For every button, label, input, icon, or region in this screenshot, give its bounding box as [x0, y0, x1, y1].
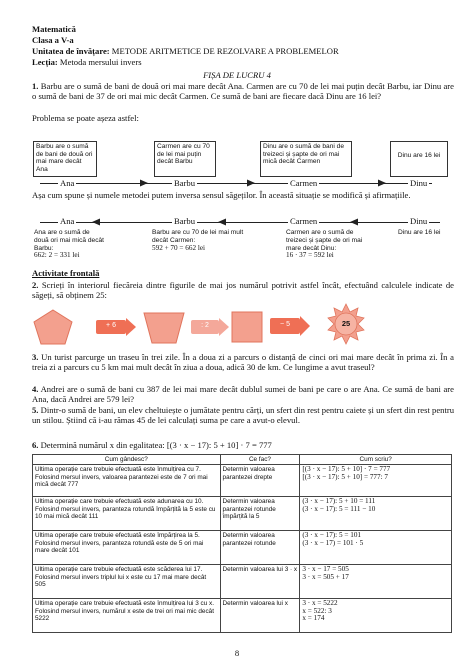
table-header-row [33, 455, 452, 465]
inverse-name-ana: Ana [60, 216, 75, 226]
sheet-title: FIȘA DE LUCRU 4 [203, 70, 271, 80]
final-value: 25 [341, 319, 351, 328]
write-cell [300, 565, 452, 599]
class-title: Clasa a V-a [32, 35, 74, 45]
problem-number: 4. [32, 384, 39, 394]
arrange-text: Problema se poate așeza astfel: [32, 113, 139, 123]
name-barbu: Barbu [174, 178, 196, 188]
arrowhead-icon [219, 318, 229, 336]
inverse-text-barbu [152, 229, 252, 252]
problem-3-text [32, 352, 454, 372]
write-line: x = 522: 3 [302, 606, 332, 615]
table-row [33, 565, 452, 599]
inverse-text-ana [34, 229, 106, 260]
lesson-value: Metoda mersului invers [57, 57, 142, 67]
problem-number: 6. [32, 440, 39, 450]
write-cell [300, 599, 452, 633]
frontal-title: Activitate frontală [32, 268, 100, 278]
header-do: Ce fac? [220, 455, 300, 465]
page-number: 8 [234, 648, 240, 658]
name-ana: Ana [60, 178, 75, 188]
header-write: Cum scriu? [300, 455, 452, 465]
arrowhead-right [140, 180, 148, 187]
do-cell: Determin valoarea parantezei rotunde împărțită la 5 [220, 497, 300, 531]
explanation-text: Așa cum spune și numele metodei putem inversa sensul săgeților. În această situație se modifică și afirmațiile. [32, 190, 411, 200]
inverse-result: 592 + 70 = 662 lei [152, 243, 206, 252]
name-dinu: Dinu [410, 178, 428, 188]
problem-body: Scrieți în interiorul fiecăreia dintre figurile de mai jos numărul potrivit astfel încât, efectuând calculele indicate de săgeți, să obținem 25: [32, 280, 454, 301]
problem-5-text [32, 405, 454, 425]
write-line: [(3 · x − 17): 5 + 10] · 7 = 777 [302, 465, 391, 474]
table-row [33, 599, 452, 633]
table-row [33, 465, 452, 497]
arrowhead-right [378, 180, 386, 187]
reasoning-table [32, 454, 452, 633]
problem-body: Andrei are o sumă de bani cu 387 de lei mai mare decât dublul sumei de bani pe care o are Ana. Ce sumă de bani are Ana, dacă Andrei are 579 lei? [32, 384, 454, 405]
forward-box-ana: Barbu are o sumă de bani de două ori mai mare decât Ana [33, 141, 97, 177]
think-cell: Ultima operație care trebuie efectuată este împărțirea la 5. Folosind mersul invers, paranteza rotundă este de 5 ori mai mare decât 101 [33, 531, 221, 565]
write-line: (3 · x − 17): 5 = 111 − 10 [302, 504, 376, 513]
do-cell: Determin valoarea lui x [220, 599, 300, 633]
write-cell [300, 465, 452, 497]
table-row [33, 531, 452, 565]
problem-number: 3. [32, 352, 39, 362]
think-cell: Ultima operație care trebuie efectuată este înmulțirea lui 3 cu x. Folosind mersul invers, numărul x este de trei ori mai mic decât 5222 [33, 599, 221, 633]
inverse-result: 16 · 37 = 592 lei [286, 251, 334, 260]
problem-6-text [32, 440, 454, 450]
op-plus-6-label: + 6 [106, 322, 116, 329]
write-cell [300, 497, 452, 531]
think-cell: Ultima operație care trebuie efectuată este adunarea cu 10. Folosind mersul invers, paranteza rotundă împărțită la 5 este cu 10 mai mică decât 111 [33, 497, 221, 531]
problem-body: Determină numărul x din egalitatea: [(3 · x − 17): 5 + 10] · 7 = 777 [38, 440, 272, 450]
do-cell: Determin valoarea parantezei drepte [220, 465, 300, 497]
op-div-2-label: : 2 [201, 322, 209, 329]
do-cell: Determin valoarea parantezei rotunde [220, 531, 300, 565]
inverse-statement: Carmen are o sumă de treizeci și șapte de ori mai mare decât Dinu: [286, 229, 363, 252]
forward-box-dinu: Dinu are 16 lei [390, 141, 448, 177]
write-line: x = 174 [302, 614, 325, 623]
unit-label: Unitatea de învățare: [32, 46, 110, 56]
write-line: (3 · x − 17): 5 + 10 = 111 [302, 497, 376, 506]
subject-title: Matematică [32, 24, 76, 34]
inverse-statement: Ana are o sumă de două ori mai mică decât Barbu: [34, 229, 105, 252]
inverse-name-dinu: Dinu [410, 216, 428, 226]
forward-box-barbu: Carmen are cu 70 de lei mai puțin decât Barbu [154, 141, 216, 177]
trapezoid-shape [144, 313, 184, 343]
problem-number: 1. [32, 81, 39, 91]
table-row [33, 497, 452, 531]
do-cell: Determin valoarea lui 3 · x [220, 565, 300, 599]
inverse-text-dinu: Dinu are 16 lei [398, 229, 441, 236]
arrowhead-icon [300, 316, 310, 336]
unit-value: METODE ARITMETICE DE REZOLVARE A PROBLEMELOR [109, 46, 339, 56]
arrowhead-icon [126, 318, 136, 336]
problem-body: Dintr-o sumă de bani, un elev cheltuiește o jumătate pentru cărți, un sfert din rest pentru caiete și un sfert din rest pentru un stilou. Știind că i-au rămas 45 de lei calculați suma pe care a avut-o elevul. [32, 405, 454, 426]
header-think: Cum gândesc? [33, 455, 221, 465]
write-line: 3 · x = 5222 [302, 599, 338, 608]
write-line: (3 · x − 17): 5 = 101 [302, 531, 362, 540]
inverse-text-carmen [286, 229, 368, 260]
problem-2-text [32, 280, 454, 300]
problem-body: Barbu are o sumă de bani de două ori mai mare decât Ana. Carmen are cu 70 de lei mai puțin decât Barbu, iar Dinu are o sumă de bani de 37 de ori mai mic decât Carmen. Ce sumă de bani are fiecare dacă Dinu are 16 lei? [32, 81, 454, 102]
name-carmen: Carmen [290, 178, 318, 188]
think-cell: Ultima operație care trebuie efectuată este scăderea lui 17. Folosind mersul invers triplul lui x este cu 17 mai mare decât 505 [33, 565, 221, 599]
forward-box-carmen: Dinu are o sumă de bani de treizeci și șapte de ori mai mică decât Carmen [260, 141, 352, 177]
problem-number: 2. [32, 280, 39, 290]
problem-body: Un turist parcurge un traseu în trei zile. În a doua zi a parcurs o distanță de cinci ori mai mare decât în prima zi. În a treia zi a parcurs cu 5 km mai mult decât în ziua a doua, adică 30 de km. Ce lungime a avut traseul? [32, 352, 454, 373]
inverse-statement: Barbu are cu 70 de lei mai mult decât Carmen: [152, 229, 244, 244]
lesson-label: Lecția: [32, 57, 58, 67]
inverse-arrow-line [40, 222, 440, 223]
operations-chain [0, 300, 474, 352]
square-shape [232, 312, 262, 342]
inverse-result: 662: 2 = 331 lei [34, 251, 80, 260]
think-cell: Ultima operație care trebuie efectuată este înmulțirea cu 7. Folosind mersul invers, valoarea parantezei este de 7 ori mai mică decât 777 [33, 465, 221, 497]
pentagon-shape [34, 310, 72, 344]
op-minus-5-label: − 5 [280, 321, 290, 328]
inverse-name-barbu: Barbu [174, 216, 196, 226]
problem-4-text [32, 384, 454, 404]
problem-number: 5. [32, 405, 39, 415]
arrowhead-right [247, 180, 255, 187]
write-line: (3 · x − 17) = 101 · 5 [302, 538, 364, 547]
write-line: 3 · x = 505 + 17 [302, 572, 349, 581]
write-cell [300, 531, 452, 565]
write-line: [(3 · x − 17): 5 + 10] = 777: 7 [302, 472, 389, 481]
inverse-name-carmen: Carmen [290, 216, 318, 226]
write-line: 3 · x − 17 = 505 [302, 565, 349, 574]
